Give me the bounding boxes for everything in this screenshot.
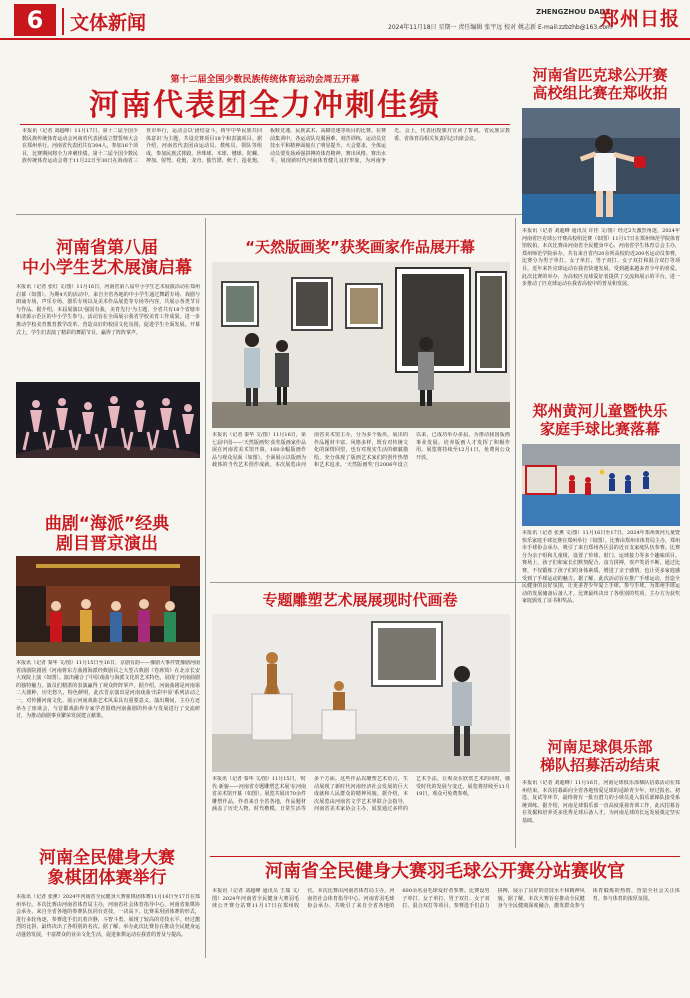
pickleball-body: 本报讯（记者 刘超峰 通讯员 许佳 文/图）经过2天激烈角逐，2024年河南省匹克球公开赛高校组比赛（如图）11月17日在郑州师范学院体育馆收拍。本次比赛由河南省全民健身中心、河南省学生体育总会主办，郑州师范学院承办。共有来自省内20余所高校的近200名运动员参赛，比赛分为男子单打、女子单打、男子双打、女子双打和混合双打等项目，近年来匹克球运动在我省快速发展，受到越来越多青少年的喜爱。此次比赛的举办，为高校匹克球爱好者提供了交流和展示的平台，进一步推动了匹克球运动在我省高校中的普及和发展。 — [522, 228, 680, 288]
page-number: 6 — [14, 4, 56, 36]
title-line: 河南省匹克球公开赛 — [532, 66, 668, 84]
sculpture-photo — [212, 614, 510, 772]
title-line: 梯队招募活动结束 — [539, 756, 660, 774]
sculpture-title: 专题雕塑艺术展展现时代画卷 — [262, 591, 458, 609]
divider — [210, 856, 680, 857]
title-line: 河南足球俱乐部 — [547, 738, 653, 756]
lead-title: 河南代表团全力冲刺佳绩 — [89, 88, 441, 123]
title-line: 曲剧“海派”经典 — [44, 514, 170, 534]
page-header — [0, 0, 690, 40]
painting-body: 本报讯（记者 秦华 文/图）11月16日，第七届中国——'天然版画奖'获奖版画家作品展在河南省美术馆开幕，160余幅版画作品与观众见面（如图）。全面展示以版画为载体的当代艺术创作成就。本次展览由河南省美术馆主办，分为多个板块，展出的作品题材丰富、风格多样，既有对传统文化的深情回望，也有对现实生活的细腻描绘，充分体现了版画艺术家们的创作热情和艺术追求。'天然版画奖'自2006年设立以来，已成功举办多届，为推动我国版画事业发展、培养版画人才发挥了积极作用。展览将持续至12月1日，免费向公众开放。 — [212, 432, 510, 469]
column-rule — [205, 218, 206, 958]
title-line: 剧目晋京演出 — [56, 534, 158, 554]
lead-subtitle: 第十二届全国少数民族传统体育运动会周五开幕 — [170, 75, 360, 85]
family-title — [520, 402, 680, 438]
pickleball-title — [520, 66, 680, 102]
column-rule — [515, 218, 516, 848]
badminton-body: 本报讯（记者 刘超峰 通讯员 王瑞 文/图）2024年河南省全民健身大赛羽毛球公开赛分站赛11月17日在郑州收官。本次比赛由河南省体育局主办，河南省社会体育指导中心、河南省羽毛球协会承办，共吸引了来自全省各地的600余名羽毛球爱好者参赛。比赛设男子单打、女子单打、男子双打、女子双打、混合双打等项目，参赛选手们奋力拼搏，展示了良好的竞技水平和精神风貌。据了解，本次大赛旨在推动全民健身与全民健康深度融合，激发群众参与体育锻炼的热情，营造全社会关注体育、参与体育的浓厚氛围。 — [212, 888, 680, 910]
badminton-title: 河南省全民健身大赛羽毛球公开赛分站赛收官 — [265, 861, 625, 882]
football-title — [520, 738, 680, 774]
painting-title: “天然版画奖”获奖画家作品展开幕 — [245, 238, 475, 256]
paper-abbr: ZHENGZHOU DAILY — [536, 8, 611, 16]
title-line: 家庭手球比赛落幕 — [539, 420, 660, 438]
handball-photo-art — [522, 444, 680, 526]
title-line: 河南全民健身大赛 — [39, 848, 175, 868]
title-line: 象棋团体赛举行 — [47, 868, 167, 888]
dance-photo — [16, 382, 200, 458]
painting-photo-art — [212, 262, 510, 428]
pickleball-photo — [522, 108, 680, 224]
issue-meta: 2024年11月18日 星期一 责任编辑 张宇远 校对 姚志新 E-mail:zzbzhb@163.com — [388, 24, 612, 31]
quju-body: 本报讯（记者 秦华 文/图）11月15日至16日，京剧有韵——豫剧大事件暨豫剧河南省曲剧院剧团《河南将东方曲剧海派经典剧目之大型古典剧《卷席筒》在北京长安大戏院上演（如图）。演出融合了中原戏曲与海派文化的艺术特色，展现了河南曲剧的独特魅力。演员们精湛的表演赢得了观众阵阵掌声。据介绍，河南曲剧是河南第二大剧种，历史悠久，特色鲜明，此次晋京演出是河南戏曲'出彩中原'系列活动之一，对传播河南文化、展示河南戏曲艺术风采具有重要意义。演出期间，主办方还举办了座谈会，与首都戏曲界专家学者围绕河南曲剧的传承与发展进行了交流研讨，为推动曲剧事业繁荣发展建言献策。 — [16, 660, 200, 720]
kids-art-body: 本报讯（记者 张红 文/图）11月16日，河南省第八届中小学生艺术展演活动在郑州启幕（如图）。为期4天的活动中，来自全省各地的中小学生通过舞蹈专场、戏剧与朗诵专场、声乐专场、器乐专场以及美术作品展览等专场等内容，共展示各类节目与作品。据介绍，本届展演以'强国有我，美育先行'为主题，全省共有18个省辖市和济源示范区的中小学生参与。活动旨在全面展示我省学校美育工作成果，进一步推动学校美育教育教学改革，营造良好的校园文化氛围，促进学生全面发展。开幕式上，学生们表演了精彩的舞蹈节目，赢得了阵阵掌声。 — [16, 284, 200, 336]
quju-title — [14, 514, 200, 554]
paper-logo: 郑州日报 — [600, 8, 681, 30]
divider — [20, 124, 510, 125]
lead-body: 本报讯（记者 刘超峰）11月17日，第十二届全国少数民族传统体育运动会河南省代表团成立暨誓师大会在郑州举行。河南省代表团共有304人，参加16个项目，比赛期间将全力冲刺佳绩。第十二届全国少数民族传统体育运动会将于11月22日至30日在海南省三亚市举行，运动会以'团结奋斗，铸牢中华民族共同体意识'为主题，共设竞赛项目18个和表演项目。据介绍，河南省代表团由运动员、教练员、领队等组成，参加民族式摔跤、珍珠球、木球、毽球、陀螺、押加、射弩、花炮、龙舟、独竹漂、秋千、抢花炮、板鞋竞速、民族武术、高脚竞速等项目的比赛。在赛前集训中，各运动队克服困难，刻苦训练，运动员竞技水平和精神面貌有了明显提升。大会要求，全体运动员要发扬顽强拼搏的体育精神，赛出风格、赛出水平，展现新时代河南体育健儿良好形象，为河南争光。会上，代表团授旗并宣读了誓词。省民族宗教委、省体育局相关负责同志出席会议。 — [22, 128, 510, 165]
sculpture-photo-art — [212, 614, 510, 772]
pickleball-photo-art — [522, 108, 680, 224]
football-body: 本报讯（记者 刘超峰）11月16日，河南足球俱乐部梯队招募活动在郑州结束。本次招募面向全省各地热爱足球的适龄青少年，经过报名、初选、复试等环节，最终将有一批有潜力的小球员进入俱乐部梯队接受系统训练。据介绍，河南足球俱乐部一直高度重视青训工作，此次招募旨在发掘和培养更多优秀足球后备人才，为河南足球的长远发展奠定坚实基础。 — [522, 780, 680, 824]
section-title: 文体新闻 — [62, 8, 146, 35]
painting-photo — [212, 262, 510, 428]
title-line: 郑州黄河儿童暨快乐 — [532, 402, 668, 420]
opera-photo-art — [16, 556, 200, 656]
dance-photo-art — [16, 382, 200, 458]
handball-photo — [522, 444, 680, 526]
kids-art-title — [14, 238, 200, 278]
title-line: 河南省第八届 — [56, 238, 158, 258]
opera-photo — [16, 556, 200, 656]
title-line: 中小学生艺术展演启幕 — [22, 258, 192, 278]
fitness-title — [14, 848, 200, 888]
title-line: 高校组比赛在郑收拍 — [532, 84, 668, 102]
family-body: 本报讯（记者 张薰 文/图）11月16日至17日，2024年郑州黄河儿童暨快乐家庭手球比赛在郑州举行（如图）。比赛由郑州市体育局主办，郑州市手球协会承办，吸引了来自郑州各区县的近百支家庭队伍参赛。比赛分为亲子组和儿童组，设置了传球、射门、运球接力等多个趣味项目。赛场上，孩子们和家长们默契配合、奋力拼搏，欢声笑语不断。通过比赛，不仅锻炼了孩子们的身体素质，增进了亲子感情，也让更多家庭感受到了手球运动的魅力。据了解，此次活动旨在推广手球运动，营造全民健身的良好氛围，让更多青少年爱上手球、参与手球，为郑州手球运动的发展储备后备人才。比赛最终决出了各组别的奖项，主办方为获奖家庭颁发了证书和奖品。 — [522, 530, 680, 605]
sculpture-body: 本报讯（记者 秦华 文/图）11月15日，'时代·新貌——河南省专题雕塑艺术展'在河南省美术馆开幕（如图）。展览共展出70余件雕塑作品，作者来自全省各地，作品题材涵盖了历史人物、时代楷模、日常生活等多个方面。这些作品以雕塑艺术语言，生动展现了新时代河南经济社会发展的巨大成就和人民群众的精神风貌。据介绍，本次展览由河南省文学艺术界联合会指导，河南省美术家协会主办。展览通过多样的艺术手法，让观众在欣赏艺术的同时，感受时代的发展与变迁。展览将持续至11月19日，观众可免费参观。 — [212, 776, 510, 813]
fitness-body: 本报讯（记者 张薰）2024年河南省全民健身大赛象棋团体赛11月16日至17日在郑州举行。本次比赛由河南省体育局主办，河南省社会体育指导中心、河南省象棋协会承办。来自全省各地的参赛队伍同台竞技，一决高下。比赛采用团体赛的形式，进行多轮角逐，参赛选手们沉着冷静，斗智斗勇，展现了较高的竞技水平。经过激烈的比拼，最终决出了各组别的名次。据了解，举办此次比赛旨在推动全民健身运动蓬勃发展，丰富群众的业余文化生活，促进象棋运动在我省的普及与提高。 — [16, 894, 200, 938]
